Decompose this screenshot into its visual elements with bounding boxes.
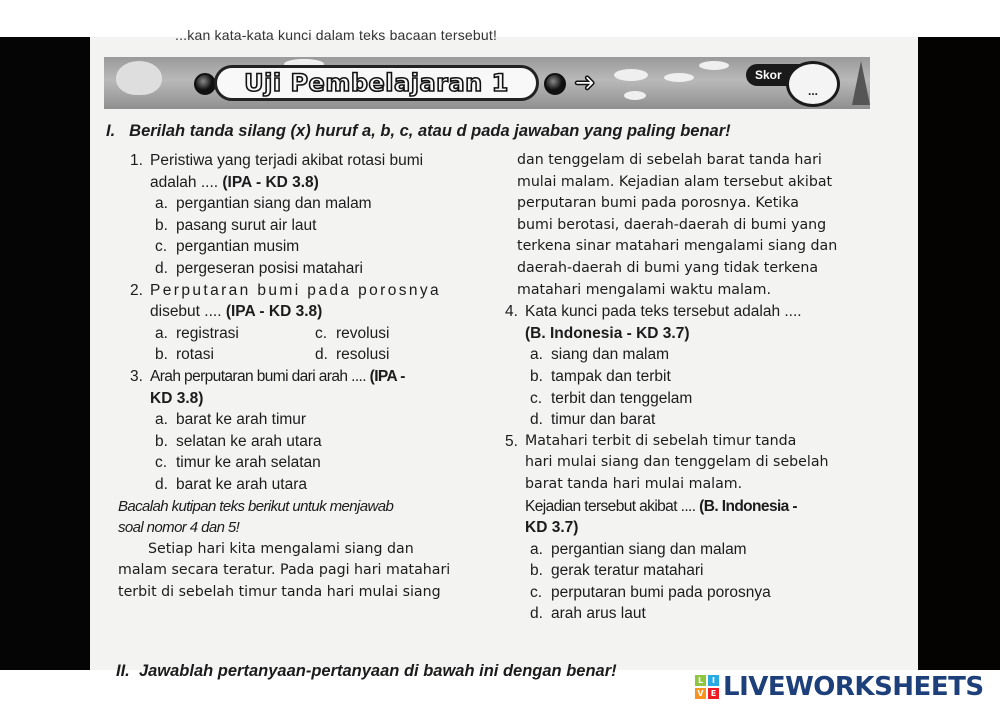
score-label: Skor bbox=[746, 64, 816, 86]
passage-text-right: dan tenggelam di sebelah barat tanda hari mulai malam. Kejadian alam tersebut akibat perputaran bumi pada porosnya. Ketika bumi berotasi, daerah-daerah di bumi yang terkena sinar matahari mengalami siang dan daerah-daerah di bumi yang tidak terkena matahari mengalami waktu malam. bbox=[517, 152, 838, 298]
option-b[interactable]: b. tampak dan terbit bbox=[530, 367, 671, 385]
option-d[interactable]: d. pergeseran posisi matahari bbox=[155, 259, 363, 277]
banner-title-pill bbox=[214, 65, 539, 101]
cloud-icon bbox=[614, 69, 648, 81]
option-b[interactable]: b. gerak teratur matahari bbox=[530, 562, 704, 580]
question-3: 3. Arah perputaran bumi dari arah .... (IPA - KD 3.8) a. barat ke arah timur b. selatan ke arah utara c. timur ke arah selatan d. barat ke arah utara bbox=[130, 366, 485, 496]
previous-instruction-cut: ...kan kata-kata kunci dalam teks bacaan tersebut! bbox=[175, 27, 498, 43]
arrow-right-icon: ➜ bbox=[574, 68, 596, 98]
cloud-icon bbox=[624, 91, 646, 100]
ball-icon bbox=[544, 73, 566, 95]
option-b[interactable]: b. pasang surut air laut bbox=[155, 216, 317, 234]
left-column bbox=[118, 150, 485, 603]
option-a[interactable]: a. siang dan malam bbox=[530, 346, 670, 364]
question-1: 1. Peristiwa yang terjadi akibat rotasi bumi adalah .... (IPA - KD 3.8) a. pergantian siang dan malam b. pasang surut air laut c. pergantian musim d. pergeseran posisi matahari bbox=[130, 150, 485, 280]
option-d[interactable]: d. timur dan barat bbox=[530, 411, 656, 429]
cloud-icon bbox=[664, 73, 694, 82]
cloud-icon bbox=[699, 61, 729, 70]
liveworksheets-logo[interactable] bbox=[695, 672, 984, 702]
question-4: 4. Kata kunci pada teks tersebut adalah .... (B. Indonesia - KD 3.7) a. siang dan malam b. tampak dan terbit c. terbit dan tenggelam d. timur dan barat bbox=[505, 301, 875, 431]
bubble-illustration bbox=[116, 61, 162, 95]
option-d[interactable]: d. arah arus laut bbox=[530, 605, 646, 623]
passage-text-left: Setiap hari kita mengalami siang dan malam secara teratur. Pada pagi hari matahari terbit di sebelah timur tanda hari mulai siang bbox=[118, 540, 451, 600]
section-one-instruction: I. Berilah tanda silang (x) huruf a, b, c, atau d pada jawaban yang paling benar! bbox=[106, 122, 731, 140]
section-two-instruction: II. Jawablah pertanyaan-pertanyaan di bawah ini dengan benar! bbox=[116, 662, 617, 680]
option-a[interactable]: a. registrasi bbox=[155, 324, 239, 342]
option-c[interactable]: c. terbit dan tenggelam bbox=[530, 389, 693, 407]
scan-border-right bbox=[918, 37, 1000, 670]
logo-icon: L I V E bbox=[695, 675, 719, 699]
option-c[interactable]: c. pergantian musim bbox=[155, 238, 300, 256]
right-column bbox=[505, 150, 875, 625]
brand-name: LIVEWORKSHEETS bbox=[723, 672, 984, 702]
worksheet-page bbox=[90, 27, 918, 680]
option-d[interactable]: d. barat ke arah utara bbox=[155, 475, 307, 493]
passage-instruction: Bacalah kutipan teks berikut untuk menjawab soal nomor 4 dan 5! bbox=[118, 497, 394, 537]
question-5: 5. Matahari terbit di sebelah timur tanda hari mulai siang dan tenggelam di sebelah barat tanda hari mulai malam. Kejadian tersebut akibat .... (B. Indonesia - KD 3.7) a. pergantian siang dan malam b. gerak teratur matahari c. perputaran bumi pada porosnya d. arah arus laut bbox=[505, 431, 875, 625]
option-c[interactable]: c. timur ke arah selatan bbox=[155, 454, 321, 472]
question-2: 2. Perputaran bumi pada porosnya disebut .... (IPA - KD 3.8) a. registrasi c. revolusi b. rotasi d. resolusi bbox=[130, 280, 485, 366]
option-b[interactable]: b. selatan ke arah utara bbox=[155, 432, 322, 450]
scan-border-left bbox=[0, 37, 90, 670]
score-field[interactable]: ... bbox=[786, 61, 840, 107]
lesson-banner bbox=[104, 57, 870, 109]
option-c[interactable]: c. perputaran bumi pada porosnya bbox=[530, 583, 771, 601]
ball-icon bbox=[194, 73, 216, 95]
option-a[interactable]: a. pergantian siang dan malam bbox=[155, 195, 372, 213]
option-a[interactable]: a. pergantian siang dan malam bbox=[530, 540, 747, 558]
option-a[interactable]: a. barat ke arah timur bbox=[155, 411, 307, 429]
option-b[interactable]: b. rotasi bbox=[155, 346, 214, 364]
tree-icon bbox=[852, 61, 870, 105]
option-c[interactable]: c. revolusi bbox=[315, 324, 390, 342]
option-d[interactable]: d. resolusi bbox=[315, 346, 390, 364]
banner-title: Uji Pembelajaran 1 bbox=[244, 69, 509, 97]
